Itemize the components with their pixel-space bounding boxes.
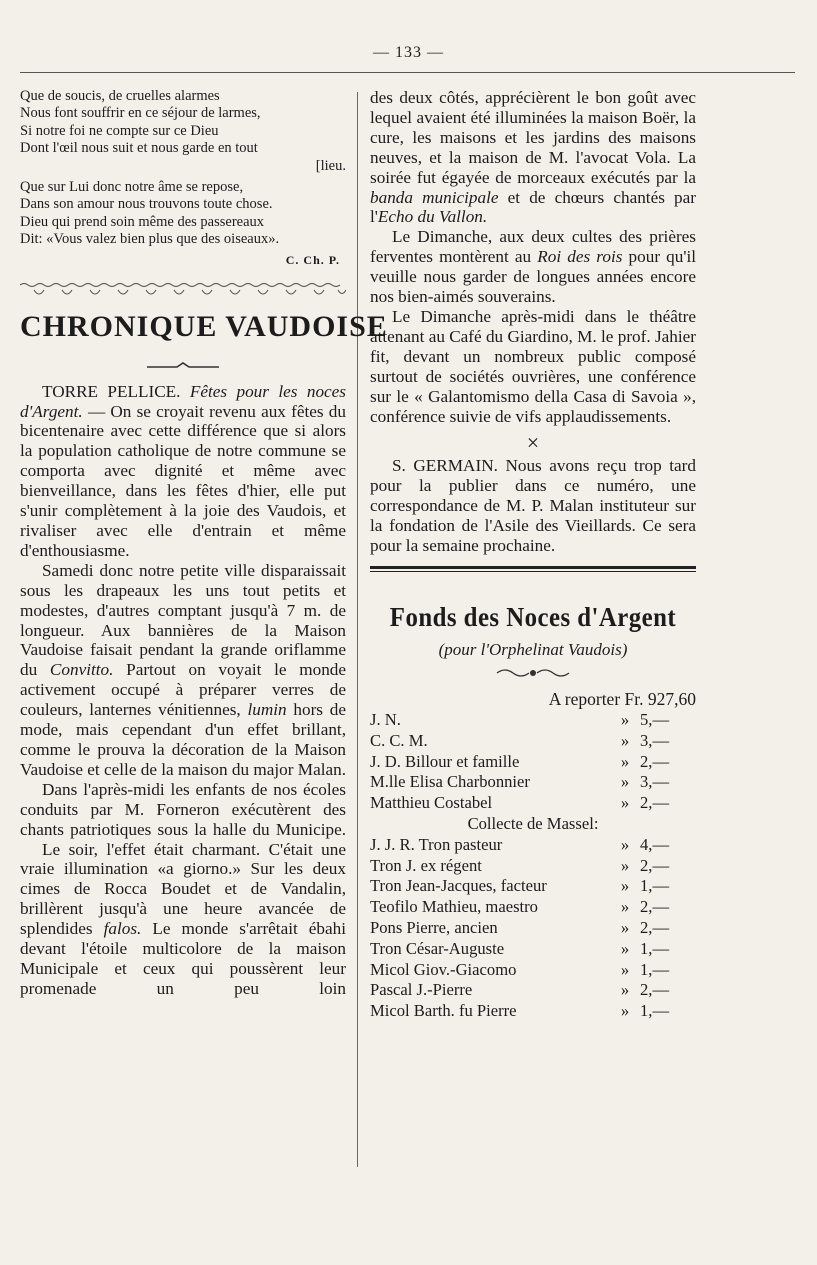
ditto-mark: » (620, 980, 630, 1000)
poem-line: Dieu qui prend soin même des passereaux (20, 213, 265, 230)
donation-amount: 1,— (640, 876, 670, 896)
ditto-mark: » (620, 917, 630, 937)
donor-name: Micol Barth. fu Pierre (370, 1001, 517, 1021)
section-separator: × (526, 430, 540, 456)
ditto-mark: » (620, 751, 630, 771)
donation-row (370, 793, 696, 814)
poem-line: Que de soucis, de cruelles alarmes (20, 88, 220, 104)
ornament-border (20, 282, 346, 298)
poem (20, 88, 346, 249)
chronique-body-left (20, 382, 346, 999)
ditto-mark: » (620, 876, 630, 896)
donation-row (370, 980, 696, 1001)
donation-amount: 2,— (640, 980, 670, 1000)
donation-row (370, 876, 696, 897)
poem-line: Que sur Lui donc notre âme se repose, (20, 179, 244, 196)
donor-name: Tron Jean-Jacques, facteur (370, 876, 547, 896)
ditto-mark: » (620, 793, 630, 813)
article-paragraph: S. GERMAIN. Nous avons reçu trop tard pour la publier dans ce numéro, une correspondance de M. P. Malan instituteur sur la fondation de l'Asile des Vieillards. Ce sera pour la semaine prochaine. (370, 456, 696, 556)
poem-line: Dit: «Vous valez bien plus que des oiseaux». (20, 231, 280, 248)
ditto-mark: » (620, 834, 630, 854)
donation-amount: 1,— (640, 938, 670, 958)
poem-line: Dont l'œil nous suit et nous garde en tout (20, 140, 258, 157)
article-paragraph: Dans l'après-midi les enfants de nos écoles conduits par M. Forneron exécutèrent des chants patriotiques sous la halle du Municipe. (20, 779, 346, 839)
poem-line: Dans son amour nous trouvons toute chose. (20, 196, 273, 213)
ditto-mark: » (620, 938, 630, 958)
donation-row (370, 939, 696, 960)
donation-amount: 3,— (640, 730, 670, 750)
donor-name: Tron J. ex régent (370, 855, 482, 875)
donor-name: C. C. M. (370, 730, 428, 750)
article-paragraph-continued: des deux côtés, apprécièrent le bon goût avec lequel avaient été illuminées la maison Boër, la cure, les maisons et les jardins des maisons neuves, et la maison de M. l'avocat Vola. La soirée fut égayée de morceaux exécutés par la banda municipale et de chœurs chantés par l'Echo du Vallon. (370, 88, 696, 227)
ditto-mark: » (620, 855, 630, 875)
donation-amount: 1,— (640, 1001, 670, 1021)
fonds-subtitle: (pour l'Orphelinat Vaudois) (438, 639, 628, 659)
donor-name: Pascal J.-Pierre (370, 980, 473, 1000)
donation-amount: 2,— (640, 897, 670, 917)
report-line: A reporter Fr. 927,60 (548, 688, 696, 709)
article-paragraph: TORRE PELLICE. Fêtes pour les noces d'Argent. — On se croyait revenu aux fêtes du bicentenaire avec cette différence que si alors la population catholique de notre commune se comporta avec dignité et même avec bienveillance, dans les fêtes d'hier, elle put s'unir complètement à la joie des Vaudois, et rivaliser avec elle d'entrain et même d'enthousiasme. (20, 381, 346, 560)
donor-name: Tron César-Auguste (370, 938, 505, 958)
donation-amount: 2,— (640, 917, 670, 937)
donation-row (370, 897, 696, 918)
ditto-mark: » (620, 772, 630, 792)
donor-name: Micol Giov.-Giacomo (370, 959, 517, 979)
donation-amount: 5,— (640, 709, 670, 729)
fonds-title: Fonds des Noces d'Argent (389, 601, 677, 632)
donations-table (370, 710, 696, 1022)
donation-row (370, 835, 696, 856)
poem-signature: C. Ch. P. (285, 252, 340, 267)
right-column (370, 88, 696, 1022)
donation-row (370, 772, 696, 793)
poem-line: [lieu. (315, 157, 346, 174)
donation-amount: 2,— (640, 751, 670, 771)
donor-name: J. D. Billour et famille (370, 751, 520, 771)
double-rule (370, 566, 696, 576)
donor-name: Matthieu Costabel (370, 793, 493, 813)
heading-flourish (20, 358, 346, 368)
donor-name: M.lle Elisa Charbonnier (370, 772, 530, 792)
poem-line: Nous font souffrir en ce séjour de larmes, (20, 105, 261, 122)
donation-row (370, 1001, 696, 1022)
article-paragraph: Le Dimanche après-midi dans le théâtre attenant au Café du Giardino, M. le prof. Jahier fit, devant un nombreux public composé surtout de sociétés ouvrières, une conférence sur le « Galantomismo della Casa di Savoia », conférence suivie de vifs applaudissements. (370, 306, 696, 426)
ditto-mark: » (620, 709, 630, 729)
donation-amount: 3,— (640, 772, 670, 792)
ditto-mark: » (620, 959, 630, 979)
donor-name: J. J. R. Tron pasteur (370, 834, 503, 854)
donation-row (370, 752, 696, 773)
article-paragraph: Le soir, l'effet était charmant. C'était une vraie illumination «a giorno.» Sur les deux cimes de Rocca Boudet et de Vandalin, brillèrent jusqu'à une heure avancée de splendides falos. Le monde s'arrêtait ébahi devant l'étoile multicolore de la maison Municipale et ceux qui poussèrent leur promenade un peu loin (20, 839, 346, 998)
poem-line: Si notre foi ne compte sur ce Dieu (20, 122, 219, 139)
donor-name: Pons Pierre, ancien (370, 917, 498, 937)
donation-row (370, 710, 696, 731)
ditto-mark: » (620, 1001, 630, 1021)
donation-amount: 1,— (640, 959, 670, 979)
donation-amount: 2,— (640, 855, 670, 875)
donation-amount: 2,— (640, 793, 670, 813)
header-rule (20, 72, 795, 73)
section-heading: CHRONIQUE VAUDOISE (20, 309, 388, 343)
article-paragraph: Le Dimanche, aux deux cultes des prières ferventes montèrent au Roi des rois pour qu'il veuille nous garder de longues années encore nos bien-aimés souverains. (370, 227, 696, 307)
donor-name: J. N. (370, 709, 401, 729)
donation-amount: 4,— (640, 834, 670, 854)
donation-row (370, 856, 696, 877)
fonds-flourish (370, 666, 696, 684)
donation-row (370, 918, 696, 939)
ditto-mark: » (620, 730, 630, 750)
article-paragraph: Samedi donc notre petite ville disparaissait sous les drapeaux les uns tout petits et modestes, d'autres comptant jusqu'à 7 m. de longueur. Aux bannières de la Maison Vaudoise faisait pendant la grande oriflamme du Convitto. Partout on voyait le monde activement occupé à préparer verres de couleurs, lanternes vénitiennes, lumin hors de mode, mais cependant d'un effet brillant, comme le prouva la décoration de la Maison Vaudoise et celle de la maison du major Malan. (20, 560, 347, 779)
collecte-row (370, 814, 696, 835)
page-number: — 133 — (373, 44, 444, 61)
donation-row (370, 731, 696, 752)
donation-row (370, 960, 696, 981)
chronique-body-right (370, 88, 696, 556)
donor-name: Teofilo Mathieu, maestro (370, 897, 538, 917)
ditto-mark: » (620, 897, 630, 917)
column-divider (357, 92, 358, 1167)
collecte-label: Collecte de Massel: (467, 813, 599, 833)
